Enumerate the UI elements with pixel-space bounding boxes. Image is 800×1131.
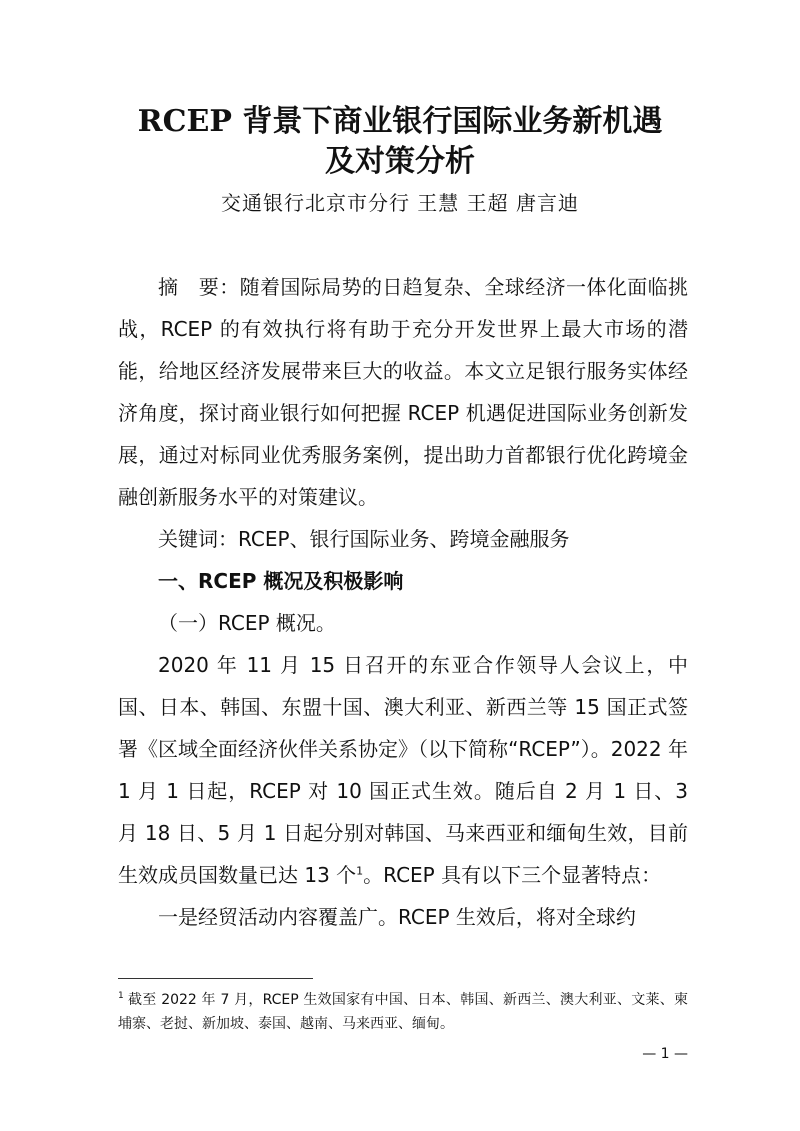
body-paragraph-1 bbox=[118, 644, 688, 896]
keywords-paragraph bbox=[118, 518, 688, 560]
footnote-ref: 1 bbox=[356, 864, 364, 878]
abstract-paragraph bbox=[118, 266, 688, 518]
keywords-label: 关键词： bbox=[158, 527, 238, 551]
title-line-1: RCEP 背景下商业银行国际业务新机遇 bbox=[137, 104, 663, 139]
footnote bbox=[118, 988, 688, 1036]
section-heading: 一、RCEP 概况及积极影响 bbox=[158, 569, 404, 593]
footnote-text: 截至 2022 年 7 月，RCEP 生效国家有中国、日本、韩国、新西兰、澳大利亚、文莱、柬埔寨、老挝、新加坡、泰国、越南、马来西亚、缅甸。 bbox=[118, 992, 688, 1032]
body-paragraph-2: 一是经贸活动内容覆盖广。RCEP 生效后，将对全球约 bbox=[158, 905, 636, 929]
para1-text-a: 2020 年 11 月 15 日召开的东亚合作领导人会议上，中国、日本、韩国、东盟十国、澳大利亚、新西兰等 15 国正式签署《区域全面经济伙伴关系协定》（以下简称“RCEP”）。2022 年 1 月 1 日起，RCEP 对 10 国正式生效。随后自 2 月 1 日、3 月 18 日、5 月 1 日起分别对韩国、马来西亚和缅甸生效，目前生效成员国数量已达 13 个 bbox=[118, 653, 688, 887]
keywords-text: RCEP、银行国际业务、跨境金融服务 bbox=[238, 527, 570, 551]
para1-text-b: 。RCEP 具有以下三个显著特点： bbox=[363, 863, 662, 887]
abstract-text: 随着国际局势的日趋复杂、全球经济一体化面临挑战，RCEP 的有效执行将有助于充分开发世界上最大市场的潜能，给地区经济发展带来巨大的收益。本文立足银行服务实体经济角度，探讨商业银行如何把握 RCEP 机遇促进国际业务创新发展，通过对标同业优秀服务案例，提出助力首都银行优化跨境金融创新服务水平的对策建议。 bbox=[118, 275, 689, 509]
footnote-marker: 1 bbox=[118, 991, 124, 1002]
page-number: — 1 — bbox=[642, 1046, 688, 1062]
subsection-heading: （一）RCEP 概况。 bbox=[158, 611, 336, 635]
footnote-divider bbox=[118, 978, 313, 979]
title-line-2: 及对策分析 bbox=[325, 144, 475, 179]
authors: 交通银行北京市分行 王慧 王超 唐言迪 bbox=[220, 191, 580, 215]
body-text bbox=[118, 266, 688, 938]
abstract-label: 摘 要： bbox=[158, 275, 240, 299]
